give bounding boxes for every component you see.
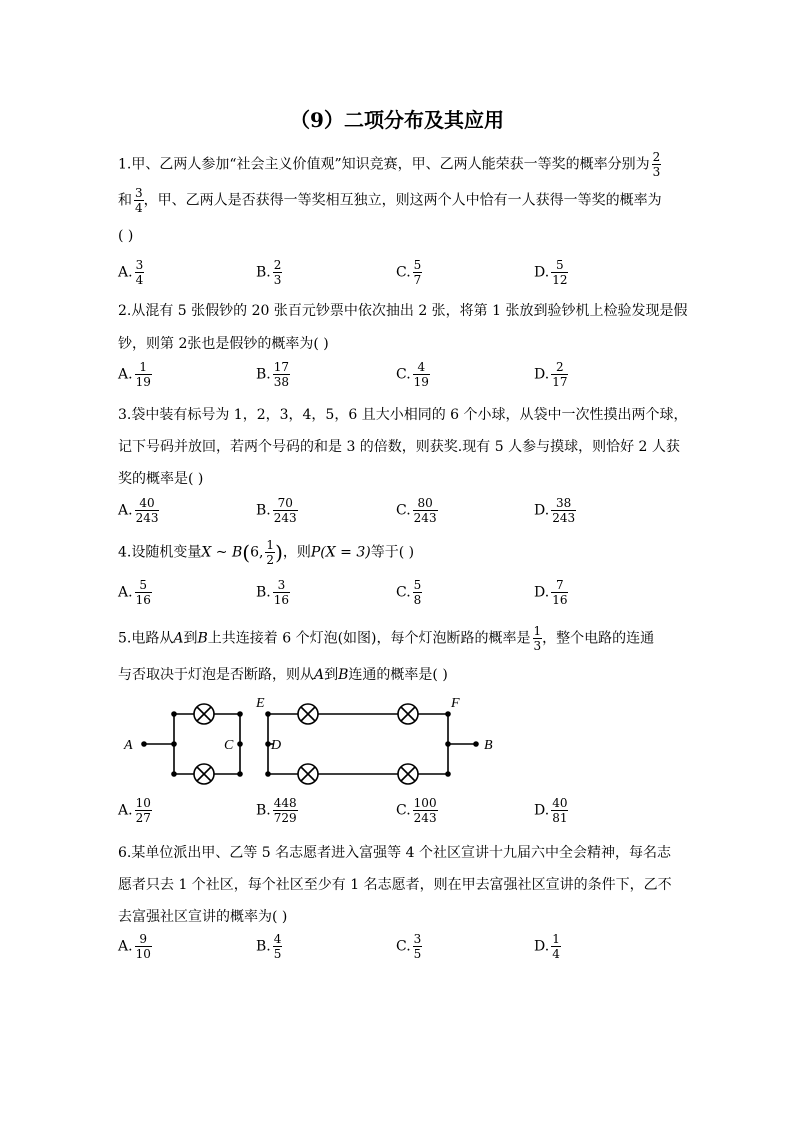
q3-option-d: [534, 496, 576, 525]
option-fraction: $\frac{1}{19}$: [135, 360, 151, 389]
q6-line3: 去富强社区宣讲的概率为( ): [118, 909, 288, 925]
q3-option-b: [256, 496, 298, 525]
option-label: A.: [118, 802, 133, 819]
q6-option-b: [256, 932, 282, 961]
option-fraction: $\frac{5}{16}$: [135, 578, 151, 607]
option-label: C.: [396, 366, 411, 383]
option-fraction: $\frac{1}{4}$: [552, 932, 560, 961]
q1-option-b: [256, 258, 282, 287]
option-label: A.: [118, 584, 133, 601]
option-fraction: $\frac{38}{243}$: [552, 496, 576, 525]
label-e: E: [256, 696, 265, 711]
option-label: D.: [534, 502, 550, 519]
q1-fraction-2: $\frac{3}{4}$: [135, 186, 143, 215]
q5-option-c: [396, 796, 438, 825]
option-fraction: $\frac{3}{16}$: [273, 578, 290, 607]
q1-line2: 和 $\frac{3}{4}$ ，甲、乙两人是否获得一等奖相互独立，则这两个人中恰有一人获得一等奖的概率为: [118, 186, 662, 215]
label-c: C: [224, 738, 234, 753]
option-label: C.: [396, 938, 411, 955]
option-fraction: $\frac{3}{4}$: [135, 258, 144, 287]
q3-line1: 3.袋中装有标号为 1，2，3，4，5，6 且大小相同的 6 个小球，从袋中一次性摸出两个球，: [118, 407, 688, 423]
q1-text: 1.甲、乙两人参加“社会主义价值观”知识竞赛，甲、乙两人能荣获一等奖的概率分别为: [118, 156, 650, 173]
option-fraction: $\frac{10}{27}$: [135, 796, 151, 825]
node-f: [445, 711, 451, 717]
q4-option-b: [256, 578, 290, 607]
option-fraction: $\frac{3}{5}$: [413, 932, 422, 961]
q4-param-fraction: $\frac{1}{2}$: [266, 538, 275, 567]
q4-option-a: [118, 578, 152, 607]
q1-blank: ( ): [118, 228, 134, 244]
option-fraction: $\frac{5}{12}$: [552, 258, 568, 287]
q3-line3: 奖的概率是( ): [118, 471, 204, 487]
label-b: B: [484, 738, 493, 753]
option-fraction: $\frac{4}{5}$: [273, 932, 282, 961]
q1-fraction-1: $\frac{2}{3}$: [652, 150, 661, 179]
q3-option-c: [396, 496, 438, 525]
q5-option-b: [256, 796, 298, 825]
q5-option-d: [534, 796, 568, 825]
option-label: D.: [534, 938, 550, 955]
q2-option-c: [396, 360, 430, 389]
option-fraction: $\frac{448}{729}$: [273, 796, 297, 825]
option-label: C.: [396, 502, 411, 519]
option-fraction: $\frac{5}{8}$: [413, 578, 422, 607]
q1-option-a: [118, 258, 144, 287]
option-label: B.: [256, 584, 271, 601]
label-f: F: [451, 696, 460, 711]
q4-option-c: [396, 578, 422, 607]
q5-fraction: $\frac{1}{3}$: [533, 624, 542, 653]
node-d: [265, 741, 271, 747]
option-label: D.: [534, 802, 550, 819]
option-label: C.: [396, 264, 411, 281]
option-label: C.: [396, 802, 411, 819]
option-fraction: $\frac{40}{81}$: [552, 796, 568, 825]
circuit-diagram: [118, 696, 498, 796]
q4-line1: 4.设随机变量X ~ B(6, $\frac{1}{2}$ )，则P(X = 3)等于( ): [118, 538, 415, 567]
q6-option-a: [118, 932, 152, 961]
node-c: [237, 741, 243, 747]
q6-option-d: [534, 932, 561, 961]
option-label: D.: [534, 366, 550, 383]
option-fraction: $\frac{40}{243}$: [135, 496, 159, 525]
option-label: B.: [256, 502, 271, 519]
option-label: C.: [396, 584, 411, 601]
q1-option-c: [396, 258, 422, 287]
option-fraction: $\frac{70}{243}$: [273, 496, 297, 525]
option-label: B.: [256, 802, 271, 819]
option-fraction: $\frac{5}{7}$: [413, 258, 422, 287]
option-fraction: $\frac{2}{3}$: [273, 258, 282, 287]
q4-option-d: [534, 578, 568, 607]
q3-line2: 记下号码并放回，若两个号码的和是 3 的倍数，则获奖.现有 5 人参与摸球，则恰好 2 人获: [118, 439, 680, 455]
option-label: B.: [256, 366, 271, 383]
option-fraction: $\frac{7}{16}$: [552, 578, 568, 607]
option-label: B.: [256, 938, 271, 955]
option-label: D.: [534, 264, 550, 281]
q2-option-a: [118, 360, 152, 389]
q1-line1: [118, 150, 661, 179]
option-fraction: $\frac{100}{243}$: [413, 796, 437, 825]
q6-line1: 6.某单位派出甲、乙等 5 名志愿者进入富强等 4 个社区宣讲十九届六中全会精神，每名志: [118, 845, 671, 861]
q5-line2: 与否取决于灯泡是否断路，则从A到B连通的概率是( ): [118, 667, 448, 683]
option-fraction: $\frac{2}{17}$: [552, 360, 568, 389]
q5-line1: 5.电路从A到B上共连接着 6 个灯泡(如图)，每个灯泡断路的概率是 $\frac{1}{3}$ ，整个电路的连通: [118, 624, 655, 653]
option-label: D.: [534, 584, 550, 601]
label-a: A: [124, 738, 133, 753]
label-d: D: [271, 738, 282, 753]
q2-option-b: [256, 360, 290, 389]
q6-option-c: [396, 932, 422, 961]
option-fraction: $\frac{9}{10}$: [135, 932, 151, 961]
q6-line2: 愿者只去 1 个社区，每个社区至少有 1 名志愿者，则在甲去富强社区宣讲的条件下，乙不: [118, 877, 672, 893]
option-fraction: $\frac{17}{38}$: [273, 360, 290, 389]
option-label: A.: [118, 938, 133, 955]
q2-line2: 钞，则第 2张也是假钞的概率为( ): [118, 336, 329, 352]
page-title: （9）二项分布及其应用: [290, 108, 504, 132]
option-label: B.: [256, 264, 271, 281]
q5-option-a: [118, 796, 152, 825]
option-fraction: $\frac{80}{243}$: [413, 496, 437, 525]
q1-option-d: [534, 258, 568, 287]
option-label: A.: [118, 264, 133, 281]
option-label: A.: [118, 366, 133, 383]
q2-line1: 2.从混有 5 张假钞的 20 张百元钞票中依次抽出 2 张，将第 1 张放到验钞机上检验发现是假: [118, 303, 688, 319]
option-label: A.: [118, 502, 133, 519]
q3-option-a: [118, 496, 159, 525]
option-fraction: $\frac{4}{19}$: [413, 360, 429, 389]
node-a: [141, 741, 147, 747]
q2-option-d: [534, 360, 568, 389]
node-b: [473, 741, 479, 747]
node-e: [265, 711, 271, 717]
